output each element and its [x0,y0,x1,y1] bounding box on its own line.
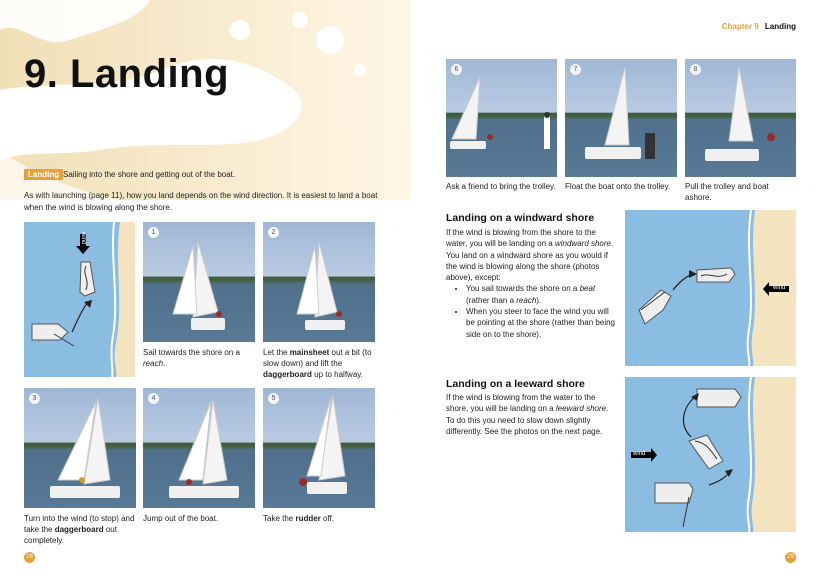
caption-1: Sail towards the shore on a reach. [143,348,240,368]
caption-5: Take the rudder off. [263,514,335,523]
photo-6 [446,59,557,177]
intro-paragraph: As with launching (page 11), how you land depends on the wind direction. It is easiest to land a boat when the wind is blowing along the shore. [24,191,378,212]
windward-text: If the wind is blowing from the shore to the water, you will be landing on a windward shore. You land on a windward shore as you would if the wind is blowing along the shore (photos above), except: • You sail towards the shore on a beat (rather than a reach). • When you steer to face the wind you will be pointing at the shore (rather than being side on to the shore). [446,227,616,340]
topic-badge: Landing [24,169,63,180]
caption-2: Let the mainsheet out a bit (to slow down) and lift the daggerboard up to halfway. [263,348,372,379]
photo-5 [263,388,375,508]
photo-number: 1 [148,227,159,238]
running-header [722,22,796,31]
section-label: Landing [764,22,796,31]
wind-label: wind [773,285,786,291]
page-number-left: 28 [24,552,35,563]
intro-text: Sailing into the shore and getting out of the boat. [63,170,236,179]
photo-number: 5 [268,393,279,404]
photo-number: 6 [451,64,462,75]
photo-number: 7 [570,64,581,75]
photo-number: 2 [268,227,279,238]
caption-6: Ask a friend to bring the trolley. [446,182,556,191]
leeward-heading: Landing on a leeward shore [446,378,585,390]
leeward-diagram [625,377,796,532]
caption-7: Float the boat onto the trolley. [565,182,671,191]
chapter-label: Chapter 9 [721,22,759,31]
photo-8 [685,59,796,177]
caption-8: Pull the trolley and boat ashore. [685,182,769,202]
photo-number: 3 [29,393,40,404]
caption-3: Turn into the wind (to stop) and take the daggerboard out completely. [24,514,135,545]
page-number-right: 29 [785,552,796,563]
photo-3 [24,388,136,508]
photo-number: 8 [690,64,701,75]
photo-number: 4 [148,393,159,404]
landing-diagram [24,222,135,377]
photo-2 [263,222,375,342]
photo-4 [143,388,255,508]
windward-bullet-2: • When you steer to face the wind you will be pointing at the shore (rather than being side on to the shore). [466,306,616,340]
wind-label: wind [633,451,646,457]
photo-1 [143,222,255,342]
photo-7 [565,59,677,177]
wind-label: wind [80,232,86,245]
windward-bullet-1: • You sail towards the shore on a beat (rather than a reach). [466,283,616,306]
leeward-text: If the wind is blowing from the water to the shore, you will be landing on a leeward shore. To do this you need to slow down slightly differently. See the photos on the next page. [446,393,609,436]
windward-heading: Landing on a windward shore [446,212,595,224]
windward-diagram [625,210,796,366]
page-title: 9. Landing [24,52,229,96]
caption-4: Jump out of the boat. [143,514,219,523]
